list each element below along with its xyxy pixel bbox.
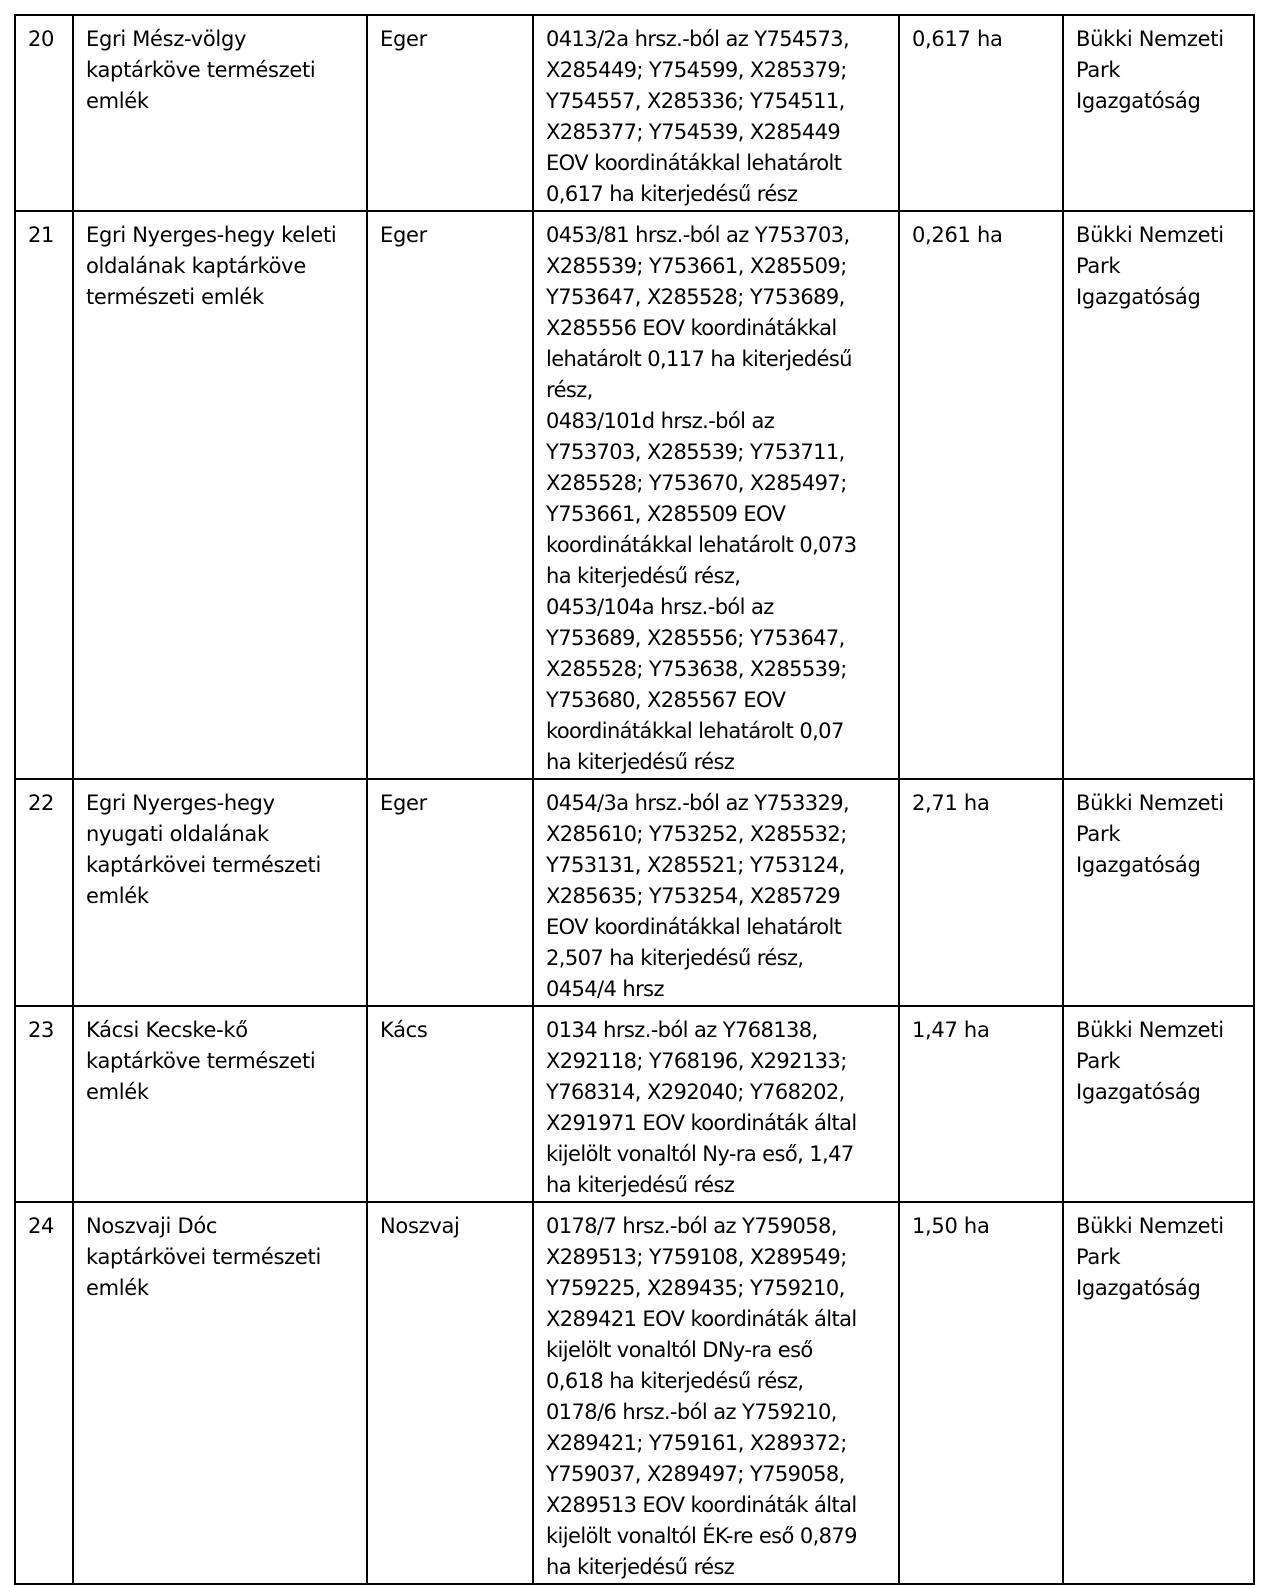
table-row xyxy=(15,1202,1254,1584)
area: 0,617 ha xyxy=(899,15,1063,211)
site-name: Noszvaji Dóc kaptárkövei természeti emlék xyxy=(73,1202,367,1584)
managing-authority: Bükki Nemzeti Park Igazgatóság xyxy=(1063,1202,1254,1584)
row-number: 24 xyxy=(15,1202,73,1584)
managing-authority: Bükki Nemzeti Park Igazgatóság xyxy=(1063,211,1254,779)
municipality: Kács xyxy=(367,1006,533,1202)
area: 1,47 ha xyxy=(899,1006,1063,1202)
site-name: Egri Nyerges-hegy keleti oldalának kaptárköve természeti emlék xyxy=(73,211,367,779)
site-name: Kácsi Kecske-kő kaptárköve természeti emlék xyxy=(73,1006,367,1202)
table-row xyxy=(15,15,1254,211)
table-row xyxy=(15,1006,1254,1202)
row-number: 22 xyxy=(15,779,73,1006)
parcel-description: 0413/2a hrsz.-ból az Y754573, X285449; Y754599, X285379; Y754557, X285336; Y754511, X285377; Y754539, X285449 EOV koordinátákkal lehatárolt 0,617 ha kiterjedésű rész xyxy=(533,15,899,211)
parcel-description: 0134 hrsz.-ból az Y768138, X292118; Y768196, X292133; Y768314, X292040; Y768202, X291971 EOV koordináták által kijelölt vonaltól Ny-ra eső, 1,47 ha kiterjedésű rész xyxy=(533,1006,899,1202)
table-body xyxy=(15,15,1254,1584)
area: 2,71 ha xyxy=(899,779,1063,1006)
municipality: Eger xyxy=(367,15,533,211)
row-number: 21 xyxy=(15,211,73,779)
area: 1,50 ha xyxy=(899,1202,1063,1584)
municipality: Noszvaj xyxy=(367,1202,533,1584)
protected-sites-table xyxy=(14,14,1255,1585)
municipality: Eger xyxy=(367,211,533,779)
parcel-description: 0453/81 hrsz.-ból az Y753703, X285539; Y753661, X285509; Y753647, X285528; Y753689, X285556 EOV koordinátákkal lehatárolt 0,117 ha kiterjedésű rész, 0483/101d hrsz.-ból az Y753703, X285539; Y753711, X285528; Y753670, X285497; Y753661, X285509 EOV koordinátákkal lehatárolt 0,073 ha kiterjedésű rész, 0453/104a hrsz.-ból az Y753689, X285556; Y753647, X285528; Y753638, X285539; Y753680, X285567 EOV koordinátákkal lehatárolt 0,07 ha kiterjedésű rész xyxy=(533,211,899,779)
parcel-description: 0178/7 hrsz.-ból az Y759058, X289513; Y759108, X289549; Y759225, X289435; Y759210, X289421 EOV koordináták által kijelölt vonaltól DNy-ra eső 0,618 ha kiterjedésű rész, 0178/6 hrsz.-ból az Y759210, X289421; Y759161, X289372; Y759037, X289497; Y759058, X289513 EOV koordináták által kijelölt vonaltól ÉK-re eső 0,879 ha kiterjedésű rész xyxy=(533,1202,899,1584)
row-number: 23 xyxy=(15,1006,73,1202)
table-row xyxy=(15,211,1254,779)
row-number: 20 xyxy=(15,15,73,211)
managing-authority: Bükki Nemzeti Park Igazgatóság xyxy=(1063,779,1254,1006)
site-name: Egri Nyerges-hegy nyugati oldalának kaptárkövei természeti emlék xyxy=(73,779,367,1006)
table-row xyxy=(15,779,1254,1006)
parcel-description: 0454/3a hrsz.-ból az Y753329, X285610; Y753252, X285532; Y753131, X285521; Y753124, X285635; Y753254, X285729 EOV koordinátákkal lehatárolt 2,507 ha kiterjedésű rész, 0454/4 hrsz xyxy=(533,779,899,1006)
municipality: Eger xyxy=(367,779,533,1006)
area: 0,261 ha xyxy=(899,211,1063,779)
managing-authority: Bükki Nemzeti Park Igazgatóság xyxy=(1063,1006,1254,1202)
site-name: Egri Mész-völgy kaptárköve természeti emlék xyxy=(73,15,367,211)
managing-authority: Bükki Nemzeti Park Igazgatóság xyxy=(1063,15,1254,211)
